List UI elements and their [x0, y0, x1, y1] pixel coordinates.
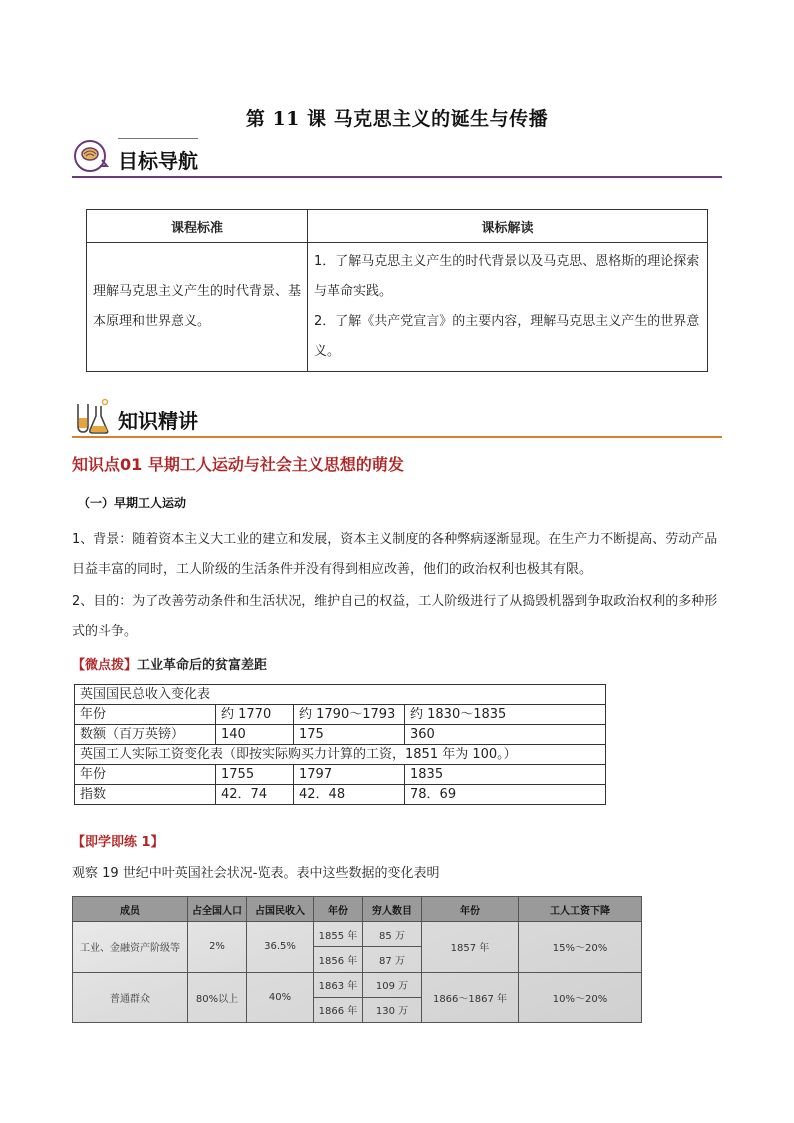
photo-header: 占全国人口 — [188, 897, 247, 922]
standards-table — [86, 209, 708, 372]
table-cell: 普通群众 — [73, 972, 188, 1023]
table-cell: 年份 — [75, 705, 216, 725]
table-cell: 40% — [247, 972, 314, 1023]
practice-question: 观察 19 世纪中叶英国社会状况-览表。表中这些数据的变化表明 — [72, 866, 440, 881]
interpretation-item: 2．了解《共产党宣言》的主要内容，理解马克思主义产生的世界意义。 — [314, 314, 700, 359]
standard-cell: 理解马克思主义产生的时代背景、基本原理和世界意义。 — [87, 243, 308, 372]
section-label: 知识精讲 — [118, 409, 198, 433]
table-cell: 数额（百万英镑） — [75, 725, 216, 745]
table-cell: 175 — [294, 725, 405, 745]
table-caption: 英国工人实际工资变化表（即按实际购买力计算的工资，1851 年为 100。） — [75, 745, 606, 765]
page-title: 第 11 课 马克思主义的诞生与传播 — [245, 108, 549, 130]
table-cell: 2% — [188, 922, 247, 973]
table-row — [73, 972, 642, 997]
table-cell: 1755 — [216, 765, 294, 785]
photo-header: 年份 — [422, 897, 519, 922]
income-table — [74, 684, 606, 805]
tip-bracket: 【微点拨】 — [72, 658, 138, 673]
photo-table — [72, 896, 642, 1023]
practice-label: 【即学即练 1】 — [72, 835, 164, 850]
table-cell: 约 1830～1835 — [405, 705, 606, 725]
table-cell: 10%～20% — [519, 972, 642, 1023]
table-cell: 36.5% — [247, 922, 314, 973]
table-cell: 80%以上 — [188, 972, 247, 1023]
paragraph-purpose: 2、目的：为了改善劳动条件和生活状况，维护自己的权益，工人阶级进行了从捣毁机器到争取政治权利的多种形式的斗争。 — [72, 594, 718, 639]
table-row — [75, 705, 606, 725]
table-cell: 1855 年 — [314, 922, 363, 947]
table-cell: 指数 — [75, 785, 216, 805]
table-cell: 130 万 — [363, 997, 422, 1022]
subsection-title: （一）早期工人运动 — [78, 496, 187, 510]
table-cell: 360 — [405, 725, 606, 745]
table-row — [75, 785, 606, 805]
photo-header: 工人工资下降 — [519, 897, 642, 922]
section-header-knowledge — [72, 398, 722, 438]
interpretation-item: 1．了解马克思主义产生的时代背景以及马克思、恩格斯的理论探索与革命实践。 — [314, 254, 700, 299]
interpretation-cell — [308, 243, 708, 372]
table-cell: 1863 年 — [314, 972, 363, 997]
table-cell: 85 万 — [363, 922, 422, 947]
table-cell: 1835 — [405, 765, 606, 785]
header-deco-line — [118, 138, 198, 139]
table-cell: 1866 年 — [314, 997, 363, 1022]
table-cell: 1866～1867 年 — [422, 972, 519, 1023]
brain-head-icon — [72, 136, 112, 176]
section-header-goals — [72, 138, 722, 178]
table-caption: 英国国民总收入变化表 — [75, 685, 606, 705]
table-cell: 78．69 — [405, 785, 606, 805]
photo-header: 成员 — [73, 897, 188, 922]
table-cell: 1797 — [294, 765, 405, 785]
photo-header: 年份 — [314, 897, 363, 922]
knowledge-point-title: 知识点01 早期工人运动与社会主义思想的萌发 — [72, 455, 404, 474]
table-cell: 42．48 — [294, 785, 405, 805]
tip-heading — [72, 654, 267, 673]
table-cell: 约 1790～1793 — [294, 705, 405, 725]
table-row — [73, 922, 642, 947]
table-cell: 140 — [216, 725, 294, 745]
table-cell: 工业、金融资产阶级等 — [73, 922, 188, 973]
standards-header: 课程标准 — [87, 210, 308, 243]
table-cell: 约 1770 — [216, 705, 294, 725]
table-cell: 87 万 — [363, 947, 422, 972]
photo-header: 占国民收入 — [247, 897, 314, 922]
interpretation-header: 课标解读 — [308, 210, 708, 243]
table-cell: 42．74 — [216, 785, 294, 805]
section-rule — [72, 176, 722, 178]
table-cell: 年份 — [75, 765, 216, 785]
lab-flask-icon — [72, 396, 112, 436]
table-cell: 1856 年 — [314, 947, 363, 972]
section-label: 目标导航 — [118, 149, 198, 173]
paragraph-background: 1、背景：随着资本主义大工业的建立和发展，资本主义制度的各种弊病逐渐显现。在生产力不断提高、劳动产品日益丰富的同时，工人阶级的生活条件并没有得到相应改善，他们的政治权利也极其有限。 — [72, 532, 718, 577]
table-cell: 109 万 — [363, 972, 422, 997]
photo-header: 穷人数目 — [363, 897, 422, 922]
table-row — [75, 765, 606, 785]
tip-text: 工业革命后的贫富差距 — [137, 658, 268, 673]
table-cell: 15%～20% — [519, 922, 642, 973]
section-rule — [72, 436, 722, 438]
table-cell: 1857 年 — [422, 922, 519, 973]
table-row — [75, 725, 606, 745]
photo-table-image — [72, 896, 642, 1023]
